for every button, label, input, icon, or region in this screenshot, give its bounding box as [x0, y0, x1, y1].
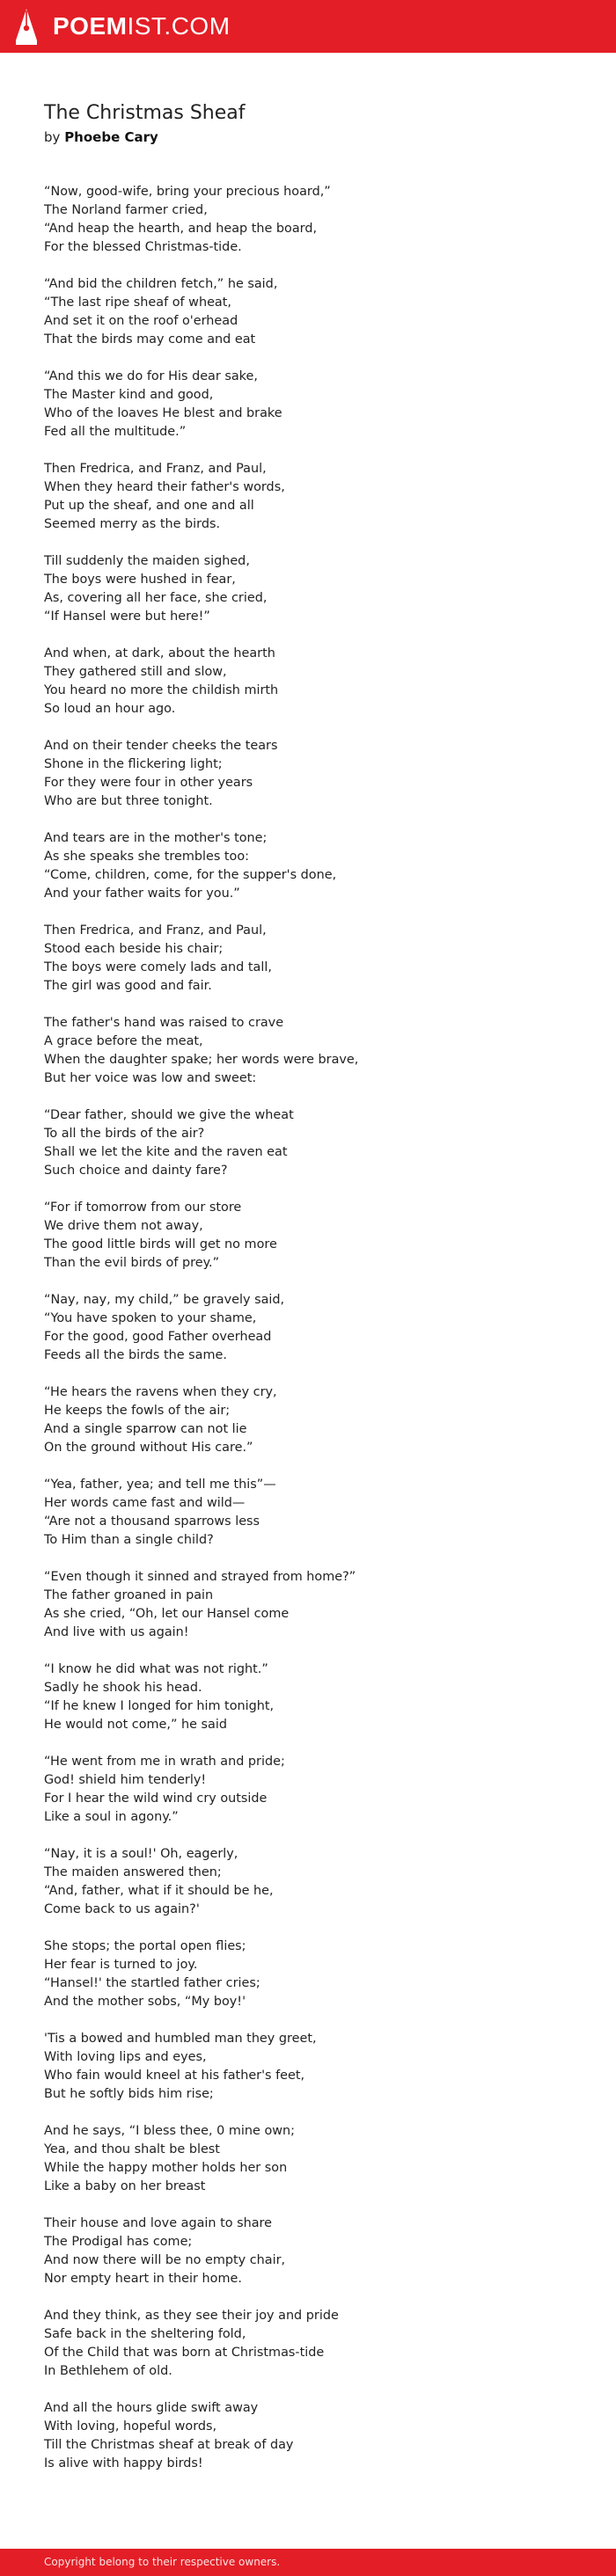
poem-line: Then Fredrica, and Franz, and Paul, [44, 923, 267, 938]
stanza [44, 2399, 572, 2473]
poem-line: “Nay, nay, my child,” be gravely said, [44, 1293, 285, 1307]
poem-line: And now there will be no empty chair, [44, 2253, 286, 2267]
poem-line: And on their tender cheeks the tears [44, 739, 278, 753]
poem-line: Till suddenly the maiden sighed, [44, 554, 250, 568]
stanza [44, 552, 572, 626]
poem-line: Is alive with happy birds! [44, 2456, 203, 2470]
poem-line: “If he knew I longed for him tonight, [44, 1699, 275, 1713]
poem-line: Of the Child that was born at Christmas-tide [44, 2346, 325, 2360]
poem-line: Yea, and thou shalt be blest [44, 2142, 220, 2156]
poem-line: He keeps the fowls of the air; [44, 1404, 231, 1418]
stanza [44, 1845, 572, 1919]
poem-line: “The last ripe sheaf of wheat, [44, 296, 231, 310]
stanza [44, 1568, 572, 1642]
poem-line: The maiden answered then; [44, 1865, 222, 1879]
poem-line: Fed all the multitude.” [44, 425, 187, 439]
poem-line: For they were four in other years [44, 776, 253, 790]
stanza [44, 2122, 572, 2196]
site-logo[interactable] [14, 7, 231, 46]
poem-line: The Norland farmer cried, [44, 203, 208, 217]
poem-line: You heard no more the childish mirth [44, 683, 279, 697]
stanza [44, 368, 572, 441]
stanza [44, 275, 572, 349]
stanza [44, 1291, 572, 1365]
author-link[interactable]: Phoebe Cary [64, 129, 158, 145]
poem-line: The father groaned in pain [44, 1588, 214, 1602]
poem-line: “He hears the ravens when they cry, [44, 1385, 277, 1399]
poem-body [44, 183, 572, 2473]
poem-line: For I hear the wild wind cry outside [44, 1792, 268, 1806]
logo-wordmark-bold: POEM [53, 12, 128, 40]
stanza [44, 1014, 572, 1088]
stanza [44, 2307, 572, 2381]
poem-line: Their house and love again to share [44, 2216, 272, 2230]
byline [44, 128, 572, 146]
poem-line: We drive them not away, [44, 1219, 203, 1233]
poem-line: “Come, children, come, for the supper's done, [44, 868, 337, 882]
stanza [44, 645, 572, 719]
poem-line: But her voice was low and sweet: [44, 1071, 257, 1085]
poem-line: And your father waits for you.” [44, 887, 240, 901]
poem-line: Stood each beside his chair; [44, 942, 224, 956]
poem-line: “Even though it sinned and strayed from home?” [44, 1570, 356, 1584]
poem-line: “And, father, what if it should be he, [44, 1884, 274, 1898]
poem-line: Shone in the flickering light; [44, 757, 223, 771]
logo-wordmark [53, 7, 231, 46]
poem-line: A grace before the meat, [44, 1034, 203, 1048]
poem-line: When the daughter spake; her words were brave, [44, 1053, 359, 1067]
stanza [44, 1199, 572, 1273]
poem-line: “Nay, it is a soul!' Oh, eagerly, [44, 1847, 238, 1861]
poem-line: And he says, “I bless thee, 0 mine own; [44, 2124, 295, 2138]
poem-line: And a single sparrow can not lie [44, 1422, 247, 1436]
poem-line: The boys were comely lads and tall, [44, 960, 272, 974]
poem-line: “Hansel!' the startled father cries; [44, 1976, 260, 1990]
stanza [44, 1383, 572, 1457]
poem-line: Put up the sheaf, and one and all [44, 499, 254, 513]
poem-line: They gathered still and slow, [44, 665, 227, 679]
poem-line: For the good, good Father overhead [44, 1330, 272, 1344]
stanza [44, 922, 572, 996]
poem-line: “For if tomorrow from our store [44, 1200, 242, 1215]
poem-line: “I know he did what was not right.” [44, 1662, 268, 1676]
site-footer [0, 2549, 616, 2576]
stanza [44, 1106, 572, 1180]
poem-line: Then Fredrica, and Franz, and Paul, [44, 462, 267, 476]
poem-line: Who fain would kneel at his father's feet, [44, 2069, 305, 2083]
poem-line: On the ground without His care.” [44, 1441, 253, 1455]
poem-line: That the birds may come and eat [44, 332, 256, 347]
poem-line: When they heard their father's words, [44, 480, 285, 494]
poem-line: And they think, as they see their joy and pride [44, 2309, 339, 2323]
poem-line: “Now, good-wife, bring your precious hoard,” [44, 185, 331, 199]
poem-line: As she speaks she trembles too: [44, 850, 249, 864]
poem-line: With loving, hopeful words, [44, 2419, 217, 2434]
poem-line: Shall we let the kite and the raven eat [44, 1145, 288, 1159]
poem-line: She stops; the portal open flies; [44, 1939, 246, 1953]
copyright-notice: Copyright belong to their respective owners. [44, 2556, 281, 2568]
poem-line: But he softly bids him rise; [44, 2087, 214, 2101]
poem-line: “Are not a thousand sparrows less [44, 1514, 260, 1529]
poem-line: The Master kind and good, [44, 388, 214, 402]
poem-line: Than the evil birds of prey.” [44, 1256, 220, 1270]
poem-line: To all the birds of the air? [44, 1127, 205, 1141]
poem-line: Like a baby on her breast [44, 2179, 206, 2193]
stanza [44, 1476, 572, 1550]
pen-nib-icon [14, 7, 39, 46]
poem-title: The Christmas Sheaf [44, 102, 246, 124]
site-header [0, 0, 616, 53]
byline-prefix: by [44, 129, 61, 145]
poem-line: “If Hansel were but here!” [44, 609, 210, 624]
poem-article [44, 100, 572, 2492]
poem-line: As, covering all her face, she cried, [44, 591, 268, 605]
poem-line: And when, at dark, about the hearth [44, 646, 275, 660]
stanza [44, 737, 572, 811]
poem-line: He would not come,” he said [44, 1718, 227, 1732]
poem-line: For the blessed Christmas-tide. [44, 240, 242, 254]
stanza [44, 1753, 572, 1827]
stanza [44, 2215, 572, 2288]
poem-line: And all the hours glide swift away [44, 2401, 259, 2415]
poem-line: So loud an hour ago. [44, 702, 176, 716]
poem-line: With loving lips and eyes, [44, 2050, 207, 2064]
poem-line: And set it on the roof o'erhead [44, 314, 238, 328]
poem-line: The father's hand was raised to crave [44, 1016, 284, 1030]
poem-line: In Bethlehem of old. [44, 2364, 172, 2378]
poem-line: While the happy mother holds her son [44, 2161, 288, 2175]
poem-line: Sadly he shook his head. [44, 1681, 202, 1695]
poem-line: The good little birds will get no more [44, 1237, 277, 1252]
poem-line: And tears are in the mother's tone; [44, 831, 268, 845]
poem-line: Such choice and dainty fare? [44, 1164, 228, 1178]
stanza [44, 460, 572, 534]
poem-line: “He went from me in wrath and pride; [44, 1755, 285, 1769]
poem-line: Feeds all the birds the same. [44, 1348, 227, 1362]
poem-line: “And this we do for His dear sake, [44, 369, 258, 383]
poem-line: “Yea, father, yea; and tell me this”— [44, 1478, 276, 1492]
poem-line: “You have spoken to your shame, [44, 1311, 257, 1325]
poem-line: And live with us again! [44, 1625, 189, 1639]
poem-line: “And heap the hearth, and heap the board, [44, 222, 318, 236]
poem-line: Her fear is turned to joy. [44, 1958, 198, 1972]
poem-line: Who are but three tonight. [44, 794, 213, 808]
poem-line: God! shield him tenderly! [44, 1773, 207, 1787]
stanza [44, 829, 572, 903]
poem-line: As she cried, “Oh, let our Hansel come [44, 1607, 290, 1621]
poem-line: Her words came fast and wild— [44, 1496, 246, 1510]
poem-line: The boys were hushed in fear, [44, 573, 236, 587]
poem-line: To Him than a single child? [44, 1533, 214, 1547]
poem-line: Safe back in the sheltering fold, [44, 2327, 246, 2341]
poem-line: Come back to us again?' [44, 1902, 200, 1916]
poem-line: Who of the loaves He blest and brake [44, 406, 282, 420]
poem-line: “And bid the children fetch,” he said, [44, 277, 278, 291]
poem-line: Nor empty heart in their home. [44, 2272, 242, 2286]
stanza [44, 1937, 572, 2011]
poem-line: The Prodigal has come; [44, 2235, 193, 2249]
poem-line: Seemed merry as the birds. [44, 517, 221, 531]
poem-line: “Dear father, should we give the wheat [44, 1108, 294, 1122]
poem-line: And the mother sobs, “My boy!' [44, 1995, 246, 2009]
poem-line: The girl was good and fair. [44, 979, 212, 993]
logo-wordmark-light: IST.COM [127, 12, 231, 40]
stanza [44, 1660, 572, 1734]
poem-line: 'Tis a bowed and humbled man they greet, [44, 2032, 317, 2046]
stanza [44, 183, 572, 257]
stanza [44, 2030, 572, 2104]
poem-line: Till the Christmas sheaf at break of day [44, 2438, 294, 2452]
poem-line: Like a soul in agony.” [44, 1810, 179, 1824]
